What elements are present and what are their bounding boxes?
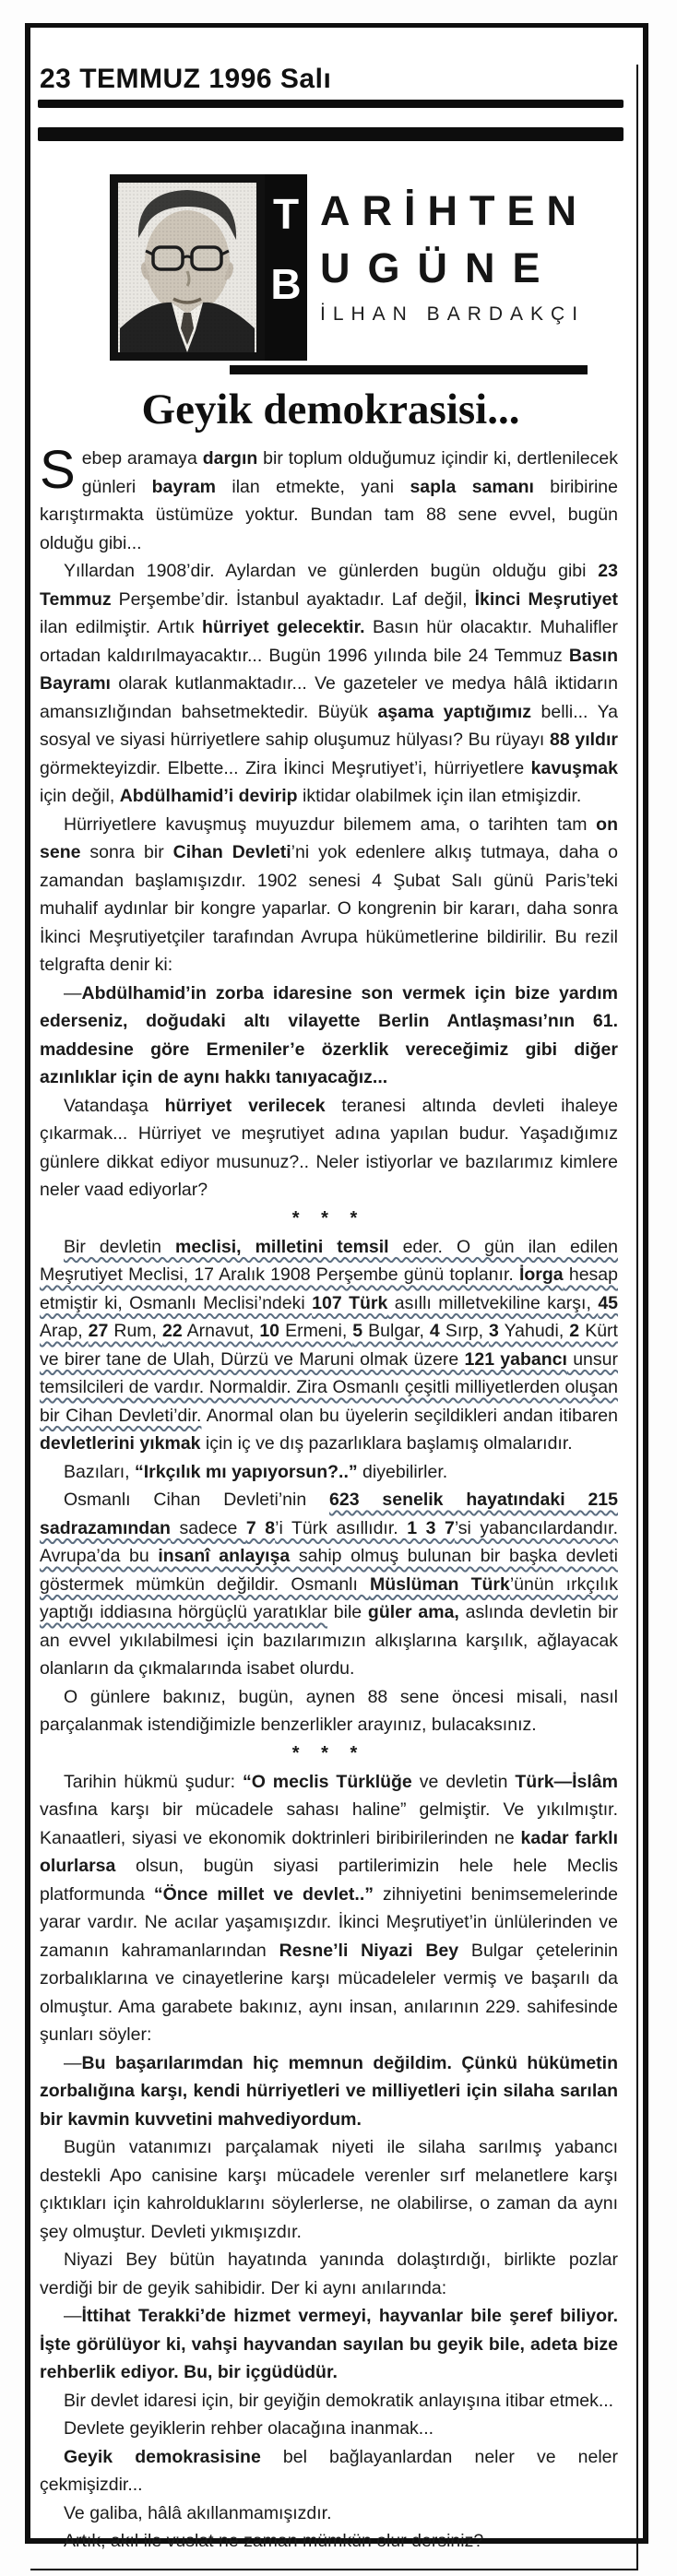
text-segment: görmekteyizdir. Elbette... Zira İkinci Meşrutiyet’i, hürriyetlere <box>40 757 531 778</box>
article-paragraph <box>40 2302 618 2387</box>
text-segment: ilan edilmiştir. Artık <box>40 617 203 637</box>
text-segment: teranesi altında devleti ihaleye çıkarmak... Hürriyet ve meşrutiyet adına yapılan budur. Yaşadığımız günlere dikkat ediyor musunuz?.. Neler istiyorlar ve bazılarımız kimlere neler vaad ediyorlar? <box>40 1095 618 1200</box>
text-segment: kavuşmak <box>530 757 618 778</box>
text-segment: eder. O gün ilan edilen Meşrutiyet Meclisi, 17 Aralık 1908 Perşembe günü toplanır. <box>40 1236 619 1285</box>
text-segment: Bu başarılarımdan hiç memnun değildim. Çünkü hükümetin zorbalığına karşı, kendi hürriyetleri ve milliyetleri için silaha sarılan bir kavmin kuvvetini mahvediyordum. <box>40 2052 618 2130</box>
text-segment: — <box>64 2306 82 2326</box>
text-segment: 107 Türk <box>312 1292 388 1313</box>
text-segment: diyebilirler. <box>357 1461 448 1482</box>
text-segment: 22 <box>162 1321 183 1341</box>
text-segment: Hürriyetlere kavuşmuş muyuzdur bilemem ama, o tarihten tam <box>64 813 597 835</box>
text-segment: zihniyetini benimsemelerinde yarar vardır. Ne acılar yaşamışızdır. İkinci Meşrutiyet’in ünlülerinden ve zamanın kahramanlarından <box>40 1883 618 1961</box>
article-paragraph <box>40 1486 618 1683</box>
article-paragraph <box>40 2246 618 2302</box>
text-segment: — <box>64 2052 82 2073</box>
text-segment: dargın <box>202 448 258 469</box>
clipping-inner-frame <box>30 65 638 2570</box>
text-segment: Kürt ve birer tane de Ulah, Dürzü ve Maruni olmak üzere <box>40 1321 618 1370</box>
text-segment: 623 senelik hayatındaki 215 sadrazamından <box>40 1490 618 1538</box>
article-paragraph <box>40 1683 618 1739</box>
text-segment: ’si yabancılardandır. Avrupa’da bu <box>40 1517 619 1566</box>
text-segment: sapla samanı <box>410 476 534 497</box>
text-segment: Ve galiba, hâlâ akıllanmamışızdır. <box>64 2502 332 2523</box>
text-segment: Artık, akıl ile vuslat ne zaman mümkün olur dersiniz? <box>64 2531 484 2551</box>
article-paragraph <box>40 811 618 979</box>
text-segment: O günlere bakınız, bugün, aynen 88 sene öncesi misali, nasıl parçalanmak istendiğimizle benzerlikler arayınız, bulacaksınız. <box>40 1686 618 1735</box>
article-paragraph <box>40 2443 618 2499</box>
text-segment: olarak kutlanmaktadır... Ve gazeteler ve medya hâlâ iktidarın amansızlığından bahsetmektedir. Büyük <box>40 673 618 722</box>
section-separator: * * * <box>291 1207 366 1229</box>
text-segment: vasfına karşı bir mücadele sahası haline” gelmiştir. Ve yıkılmıştır. Kanaatleri, siyasi ve ekonomik doktrinleri biribirilerinden ne <box>40 1799 618 1848</box>
header-rule-thick <box>38 127 624 141</box>
text-segment: devletlerini yıkmak <box>40 1433 201 1454</box>
masthead-rule <box>230 365 588 374</box>
masthead-initial-b: B <box>270 260 302 308</box>
text-segment: meclisi, milletini temsil <box>175 1236 389 1257</box>
article-headline: Geyik demokrasisi... <box>141 386 520 433</box>
text-segment: için değil, <box>40 786 120 806</box>
column-masthead <box>110 174 631 374</box>
text-segment: ilan etmekte, yani <box>216 476 410 497</box>
text-segment: 23 Temmuz <box>40 561 618 610</box>
text-segment: 1 3 7 <box>407 1517 455 1538</box>
text-segment: Sırp, <box>439 1321 490 1341</box>
article-paragraph <box>40 1458 618 1487</box>
text-segment: Müslüman Türk <box>370 1573 510 1595</box>
article-paragraph <box>40 440 618 557</box>
text-segment: asıllı milletvekiline karşı, <box>387 1292 599 1313</box>
author-portrait-icon <box>118 183 256 352</box>
text-segment: sonra bir <box>80 842 173 862</box>
text-segment: Bir devlet idaresi için, bir geyiğin demokratik anlayışına itibar etmek... <box>64 2390 614 2411</box>
article-paragraph <box>40 2049 618 2134</box>
text-segment: Devlete geyiklerin rehber olacağına inanmak... <box>64 2418 434 2439</box>
text-segment: on sene <box>40 813 618 862</box>
text-segment: Rum, <box>108 1321 162 1341</box>
text-segment: sahip olmuş bulunan bir başka devleti göstermek mümkün değildir. Osmanlı <box>40 1546 618 1595</box>
text-segment: Bir devletin <box>64 1236 176 1257</box>
text-segment: “Irkçılık mı yapıyorsun?..” <box>134 1461 358 1482</box>
text-segment: hürriyet gelecektir. <box>202 617 365 637</box>
text-segment: hürriyet verilecek <box>164 1095 326 1116</box>
text-segment: belli... Ya sosyal ve siyasi hürriyetlere sahip oluşumuz hülyası? Bu rüyayı <box>40 701 619 750</box>
text-segment: ve devletin <box>411 1771 516 1792</box>
text-segment: bile <box>327 1602 368 1622</box>
text-segment: İkinci Meşrutiyet <box>474 588 618 610</box>
text-segment: 5 <box>352 1321 363 1341</box>
text-segment: ’i Türk asıllıdır. <box>275 1517 408 1538</box>
text-segment: Perşembe’dir. İstanbul ayaktadır. Laf değil, <box>111 588 475 610</box>
text-segment: için iç ve dış pazarlıklara başlamış olmalarıdır. <box>200 1433 573 1454</box>
text-segment: Yahudi, <box>498 1321 570 1341</box>
text-segment: Basın Bayramı <box>40 645 618 694</box>
masthead-title-bottom: UGÜNE <box>320 244 558 291</box>
text-segment: sadece <box>170 1517 246 1538</box>
text-segment: Bugün vatanımızı parçalamak niyeti ile silaha sarılmış yabancı destekli Apo canisine karşı mücadele verenler sırf melanetlere karşı çıktıkları için kahrolduklarını söylerlerse, ne olabilirse, o zaman da aynı şey olmuştur. Devleti yıkmışızdır. <box>40 2137 618 2242</box>
text-segment: Abdülhamid’in zorba idaresine son vermek için bize yardım ederseniz, doğudaki altı vilayette Berlin Antlaşması’nın 61. maddesine göre Ermeniler’e özerklik vereceğimiz gibi diğer azınlıklar için de aynı hakkı tanıyacağız... <box>40 982 618 1087</box>
article-paragraph <box>40 2387 618 2416</box>
text-segment: bir toplum olduğumuz içindir ki, dertlenilecek günleri <box>81 448 618 497</box>
text-segment: 3 <box>489 1321 499 1341</box>
text-segment: hesap etmiştir ki, Osmanlı Meclisi’ndeki <box>40 1264 618 1313</box>
text-segment: Türk—İslâm <box>515 1771 618 1792</box>
text-segment: 2 <box>569 1321 580 1341</box>
header-rule-thin <box>38 100 624 108</box>
text-segment: Vatandaşa <box>64 1095 165 1116</box>
text-segment: aslında devletin bir an evvel yıkılabilmesi için bazılarımızın alkışlarına karşılık, ağlayacak olanların da çıkmalarında isabet olurdu. <box>40 1602 618 1679</box>
text-segment: iktidar olabilmek için ilan etmişizdir. <box>297 786 582 806</box>
article-paragraph <box>40 1233 618 1458</box>
text-segment: ’ni yok edenlere alkış tutmaya, daha o zamandan başlamışızdır. 1902 senesi 4 Şubat Salı günü Paris’teki muhalif aydınlar bir kongre yaparlar. O kongrenin bir kararı, daha sonra İkinci Meşrutiyetçiler tarafından Avrupa hükümetlerine bildirilir. Bu rezil telgrafta denir ki: <box>40 842 618 975</box>
text-segment: 10 <box>259 1321 280 1341</box>
text-segment: Arnavut, <box>182 1321 260 1341</box>
article-paragraph <box>40 1092 618 1205</box>
article-paragraph <box>40 979 618 1092</box>
text-segment: Anormal olan bu üyelerin seçildikleri andan itibaren <box>201 1405 618 1426</box>
masthead-initials-strip <box>265 174 307 361</box>
text-segment: insanî anlayışa <box>158 1546 291 1566</box>
text-segment: Ermeni, <box>279 1321 353 1341</box>
article-paragraph <box>40 557 618 811</box>
text-segment: İorga <box>518 1264 564 1285</box>
text-segment: “Önce millet ve devlet..” <box>153 1883 374 1905</box>
text-segment: bayram <box>151 476 216 497</box>
text-segment: “O meclis Türklüğe <box>242 1771 412 1792</box>
masthead-title-top: ARİHTEN <box>320 187 588 234</box>
text-segment: İttihat Terakki’de hizmet vermeyi, hayvanlar bile şeref biliyor. İşte görülüyor ki, vahşi hayvandan sayılan bu geyik bile, adeta bize rehberlik ediyor. Bu, bir içgüdüdür. <box>40 2306 618 2382</box>
text-segment: Resne’li Niyazi Bey <box>279 1940 459 1961</box>
masthead-row <box>110 174 631 361</box>
text-segment: güler ama, <box>367 1602 459 1622</box>
text-segment: Basın hür olacaktır. Muhalifler ortadan kaldırılmayacaktır... Bugün 1996 yılında bile 24 Temmuz <box>40 617 618 666</box>
text-segment: 45 <box>598 1292 619 1313</box>
issue-date: 23 TEMMUZ 1996 Salı <box>40 64 332 94</box>
text-segment: aşama yaptığımız <box>377 701 532 722</box>
text-segment: Abdülhamid’i devirip <box>119 786 298 806</box>
article-paragraph <box>40 2133 618 2246</box>
text-segment: Osmanlı Cihan Devleti’nin <box>64 1490 330 1510</box>
section-separator: * * * <box>291 1742 366 1763</box>
text-segment: Tarihin hükmü şudur: <box>64 1771 243 1792</box>
text-segment: Niyazi Bey bütün hayatında yanında dolaştırdığı, birlikte pozlar verdiği bir de geyik sahibidir. Der ki aynı anılarında: <box>40 2250 618 2298</box>
article-paragraph <box>40 2499 618 2528</box>
article-paragraph <box>40 2527 618 2556</box>
text-segment: 88 yıldır <box>550 730 618 750</box>
text-segment: 27 <box>88 1321 109 1341</box>
text-segment: biribirine karıştırmakta üstümüze yoktur. Bundan tam 88 sene evvel, bugün olduğu gibi... <box>40 476 618 553</box>
text-segment: olsun, bugün siyasi partilerimizin hele hele Meclis platformunda <box>40 1856 618 1905</box>
article-paragraph <box>40 1768 618 2049</box>
masthead-author-name: İLHAN BARDAKÇI <box>320 303 586 325</box>
masthead-title-column <box>320 174 588 361</box>
text-segment: Cihan Devleti <box>172 842 291 862</box>
masthead-initial-t: T <box>272 190 300 238</box>
text-segment: kadar farklı olurlarsa <box>40 1827 618 1876</box>
text-segment: Bulgar, <box>362 1321 430 1341</box>
text-segment: 121 yabancı <box>464 1348 567 1370</box>
drop-cap: S <box>40 440 76 500</box>
text-segment: Bulgar çetelerinin zorbalıklarına ve cinayetlerine karşı mücadeleler vermiş ve başarılı da olmuştur. Ama garabete bakınız, aynı insan, anılarının 229. sahifesinde şunları söyler: <box>40 1940 618 2045</box>
clipping-frame <box>25 23 648 2551</box>
text-segment: 4 <box>429 1321 440 1341</box>
text-segment: ’ünün ırkçılık yaptığı iddiasına hörgüçlü yaratıklar <box>40 1573 618 1622</box>
author-photo <box>110 174 265 361</box>
text-segment: Yıllardan 1908’dir. Aylardan ve günlerden bugün olduğu gibi <box>64 561 599 581</box>
text-segment: Bazıları, <box>64 1461 135 1482</box>
article-paragraph <box>40 2415 618 2443</box>
text-segment: ebep aramaya <box>81 448 203 469</box>
article-body <box>40 440 619 2556</box>
text-segment: Geyik demokrasisine <box>64 2446 261 2467</box>
text-segment: — <box>64 982 82 1003</box>
text-segment: unsur temsilcileri de vardır. Normaldir. Zira Osmanlı çeşitli milliyetlerden oluşan bir Cihan Devleti’dir. <box>40 1348 618 1426</box>
text-segment: 7 8 <box>245 1517 276 1538</box>
text-segment: bel bağlayanlardan neler ve neler çekmişizdir... <box>40 2446 618 2495</box>
text-segment: Arap, <box>40 1321 89 1341</box>
